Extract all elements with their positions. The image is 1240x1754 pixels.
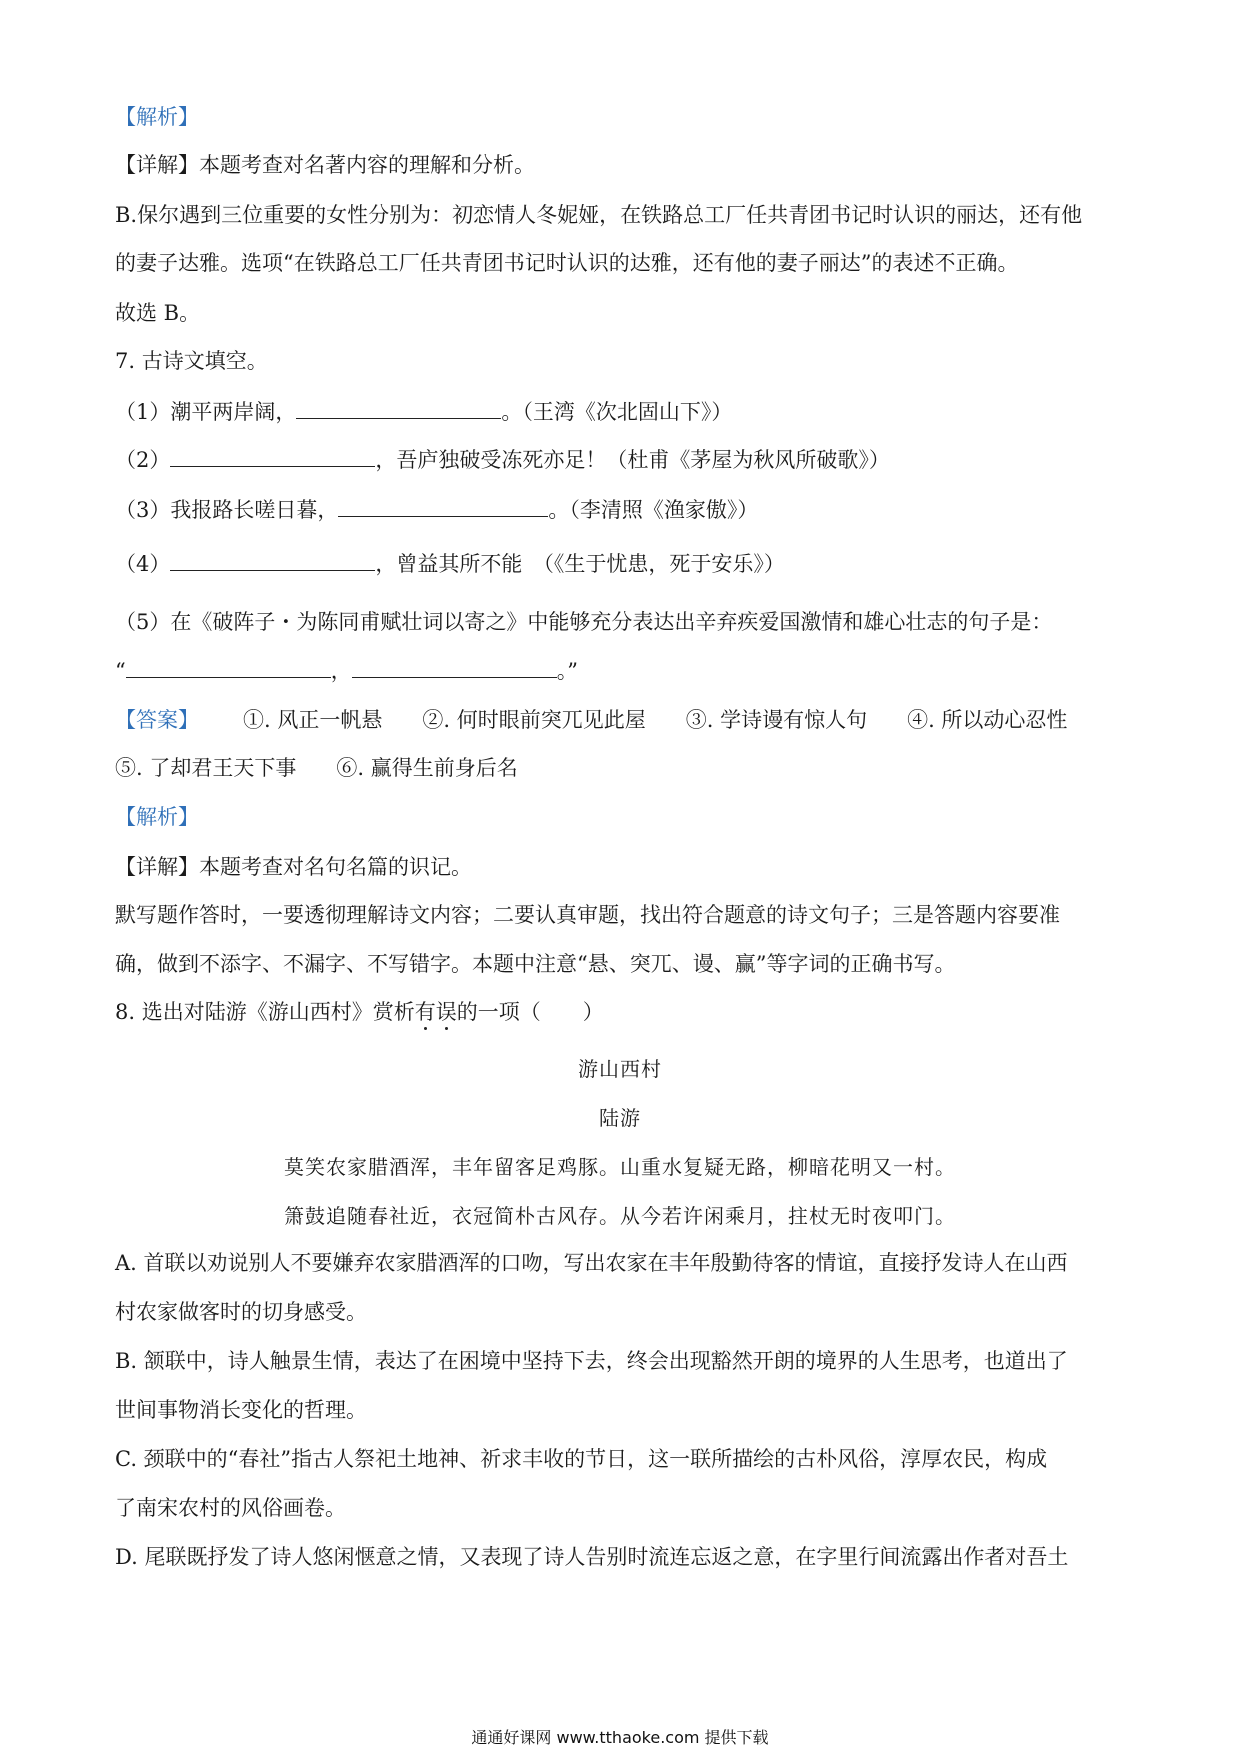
answer-blank	[352, 655, 557, 678]
answer-4: ④. 所以动心忍性	[907, 708, 1068, 732]
item-num: （4）	[115, 552, 171, 576]
emphasis-char: 误	[435, 1000, 457, 1024]
q7-item-4	[115, 548, 785, 579]
option-d-line-1: D. 尾联既抒发了诗人悠闲惬意之情，又表现了诗人告别时流连忘返之意，在字里行间流露出作者对吾土	[115, 1545, 1069, 1569]
q7-answers-row-1	[115, 705, 1067, 735]
option-c-line-1: C. 颈联中的“春社”指古人祭祀土地神、祈求丰收的节日，这一联所描绘的古朴风俗，淳厚农民，构成	[115, 1447, 1048, 1471]
answer-6: ⑥. 赢得生前身后名	[336, 756, 518, 780]
quote-close: 。”	[556, 659, 578, 683]
q7-item-2	[115, 444, 890, 475]
poem-title: 游山西村	[578, 1057, 662, 1081]
detail-tag: 【详解】	[115, 855, 199, 879]
q7-item-5-blanks	[115, 655, 578, 686]
item-pre: 我报路长嗟日暮，	[170, 498, 339, 522]
option-c-line-2: 了南宋农村的风俗画卷。	[115, 1496, 346, 1520]
poem-author: 陆游	[599, 1106, 641, 1130]
answer-tag: 【答案】	[115, 708, 199, 732]
q7-item-5: （5）在《破阵子・为陈同甫赋壮词以寄之》中能够充分表达出辛弃疾爱国激情和雄心壮志的句子是：	[115, 610, 1053, 634]
explanation-line-2: 的妻子达雅。选项“在铁路总工厂任共青团书记时认识的达雅，还有他的妻子丽达”的表述不正确。	[115, 251, 1019, 275]
explanation-line-1: 默写题作答时，一要透彻理解诗文内容；二要认真审题，找出符合题意的诗文句子；三是答题内容要准	[115, 903, 1060, 927]
page-footer: 通通好课网 www.tthaoke.com 提供下载	[471, 1728, 769, 1747]
poem-line-2: 箫鼓追随春社近，衣冠简朴古风存。从今若许闲乘月，拄杖无时夜叩门。	[284, 1204, 956, 1228]
answer-blank	[126, 655, 331, 678]
detail-paragraph	[115, 852, 472, 882]
title-text: 8. 选出对陆游《游山西村》赏析	[115, 1000, 415, 1024]
detail-text: 本题考查对名句名篇的识记。	[199, 855, 472, 879]
q7-item-1	[115, 396, 732, 427]
item-post: 。（王湾《次北固山下》）	[501, 400, 733, 424]
option-a-line-2: 村农家做客时的切身感受。	[115, 1300, 367, 1324]
analysis-tag: 【解析】	[115, 805, 199, 829]
answer-2: ②. 何时眼前突兀见此屋	[422, 708, 646, 732]
poem-line-1: 莫笑农家腊酒浑，丰年留客足鸡豚。山重水复疑无路，柳暗花明又一村。	[284, 1155, 956, 1179]
separator: ，	[330, 659, 352, 683]
item-num: （3）	[115, 498, 171, 522]
detail-paragraph	[115, 150, 535, 180]
answer-1: ①. 风正一帆悬	[243, 708, 383, 732]
answer-blank	[170, 548, 375, 571]
emphasis-char: 有	[414, 1000, 436, 1024]
option-a-line-1: A. 首联以劝说别人不要嫌弃农家腊酒浑的口吻，写出农家在丰年殷勤待客的情谊，直接抒发诗人在山西	[115, 1251, 1068, 1275]
answer-5: ⑤. 了却君王天下事	[115, 756, 297, 780]
item-post: ，吾庐独破受冻死亦足！（杜甫《茅屋为秋风所破歌》）	[375, 448, 890, 472]
option-b-line-2: 世间事物消长变化的哲理。	[115, 1398, 367, 1422]
quote-open: “	[115, 659, 126, 683]
item-num: （2）	[115, 448, 171, 472]
detail-tag: 【详解】	[115, 153, 199, 177]
detail-text: 本题考查对名著内容的理解和分析。	[199, 153, 535, 177]
explanation-line-1: B.保尔遇到三位重要的女性分别为：初恋情人冬妮娅，在铁路总工厂任共青团书记时认识的丽达，还有他	[115, 203, 1083, 227]
item-num: （1）	[115, 400, 171, 424]
analysis-tag: 【解析】	[115, 105, 199, 129]
answer-blank	[170, 444, 375, 467]
q7-answers-row-2	[115, 753, 518, 783]
item-post: 。（李清照《渔家傲》）	[548, 498, 759, 522]
choice-line: 故选 B。	[115, 301, 201, 325]
explanation-line-2: 确，做到不添字、不漏字、不写错字。本题中注意“悬、突兀、谩、赢”等字词的正确书写。	[115, 952, 956, 976]
item-post: ，曾益其所不能 （《生于忧患，死于安乐》）	[375, 552, 785, 576]
q8-title	[115, 997, 604, 1027]
answer-blank	[296, 396, 501, 419]
answer-blank	[338, 494, 548, 517]
item-pre: 潮平两岸阔，	[170, 400, 297, 424]
q7-title: 7. 古诗文填空。	[115, 349, 268, 373]
title-text: 的一项（ ）	[456, 1000, 604, 1024]
answer-3: ③. 学诗谩有惊人句	[685, 708, 868, 732]
q7-item-3	[115, 494, 758, 525]
option-b-line-1: B. 颔联中，诗人触景生情，表达了在困境中坚持下去，终会出现豁然开朗的境界的人生思考，也道出了	[115, 1349, 1068, 1373]
